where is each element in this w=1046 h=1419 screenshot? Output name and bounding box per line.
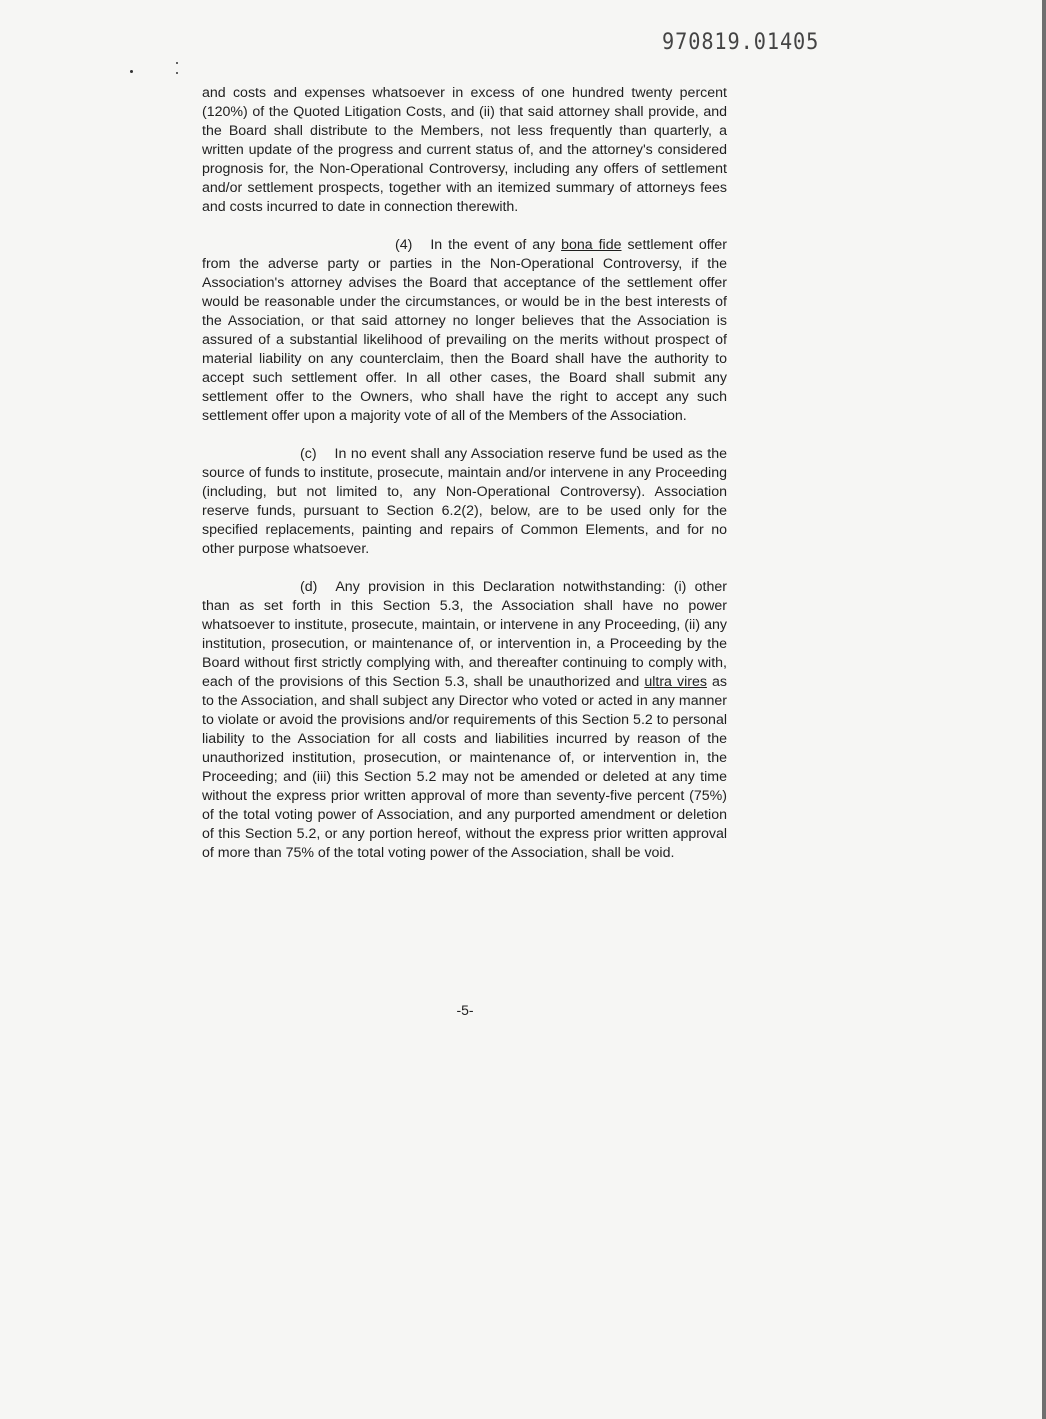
- document-stamp-number: 970819.01405: [662, 30, 820, 55]
- paragraph-text: as to the Association, and shall subject any Director who voted or acted in any manner to violate or avoid the provisions and/or requirements of this Section 5.2 to personal liability to the Association for all costs and liabilities incurred by reason of the unauthorized institution, prosecution, or maintenance of, or intervention in, the Proceeding; and (iii) this Section 5.2 may not be amended or deleted at any time without the express prior written approval of more than seventy-five percent (75%) of the total voting power of Association, and any purported amendment or deletion of this Section 5.2, or any portion hereof, without the express prior written approval of more than 75% of the total voting power of the Association, shall be void.: [202, 674, 727, 861]
- document-body: [202, 84, 727, 882]
- paragraph-4: [202, 236, 727, 426]
- paragraph-text: In the event of any: [430, 237, 562, 253]
- paragraph-marker: (4): [395, 237, 413, 253]
- underlined-term: ultra vires: [644, 674, 707, 690]
- paragraph-text: Any provision in this Declaration notwithstanding: (i) other than as set forth in this Section 5.3, the Association shall have no power whatsoever to institute, prosecute, maintain, or intervene in any Proceeding, (ii) any institution, prosecution, or maintenance of, or intervention in, a Proceeding by the Board without first strictly complying with, and thereafter continuing to comply with, each of the provisions of this Section 5.3, shall be unauthorized and: [202, 579, 727, 690]
- scan-speck: [176, 72, 178, 74]
- paragraph-d: [202, 578, 727, 863]
- paragraph-text: In no event shall any Association reserve fund be used as the source of funds to institute, prosecute, maintain and/or intervene in any Proceeding (including, but not limited to, any Non-Operational Controversy). Association reserve funds, pursuant to Section 6.2(2), below, are to be used only for the specified replacements, painting and repairs of Common Elements, and for no other purpose whatsoever.: [202, 446, 727, 557]
- paragraph-continuation: and costs and expenses whatsoever in excess of one hundred twenty percent (120%) of the Quoted Litigation Costs, and (ii) that said attorney shall provide, and the Board shall distribute to the Members, not less frequently than quarterly, a written update of the progress and current status of, and the attorney's considered prognosis for, the Non-Operational Controversy, including any offers of settlement and/or settlement prospects, together with an itemized summary of attorneys fees and costs incurred to date in connection therewith.: [202, 85, 727, 215]
- paragraph-text: settlement offer from the adverse party or parties in the Non-Operational Controversy, if the Association's attorney advises the Board that acceptance of the settlement offer would be reasonable under the circumstances, or would be in the best interests of the Association, or that said attorney no longer believes that the Association is assured of a substantial likelihood of prevailing on the merits without prospect of material liability on any counterclaim, then the Board shall have the authority to accept such settlement offer. In all other cases, the Board shall submit any settlement offer to the Owners, who shall have the right to accept any such settlement offer upon a majority vote of all of the Members of the Association.: [202, 237, 727, 424]
- paragraph-marker: (c): [300, 446, 317, 462]
- scan-speck: [130, 70, 133, 73]
- paragraph-marker: (d): [300, 579, 318, 595]
- scan-speck: [176, 62, 178, 64]
- underlined-term: bona fide: [561, 237, 622, 253]
- paragraph-c: [202, 445, 727, 559]
- page-number: -5-: [456, 1002, 474, 1018]
